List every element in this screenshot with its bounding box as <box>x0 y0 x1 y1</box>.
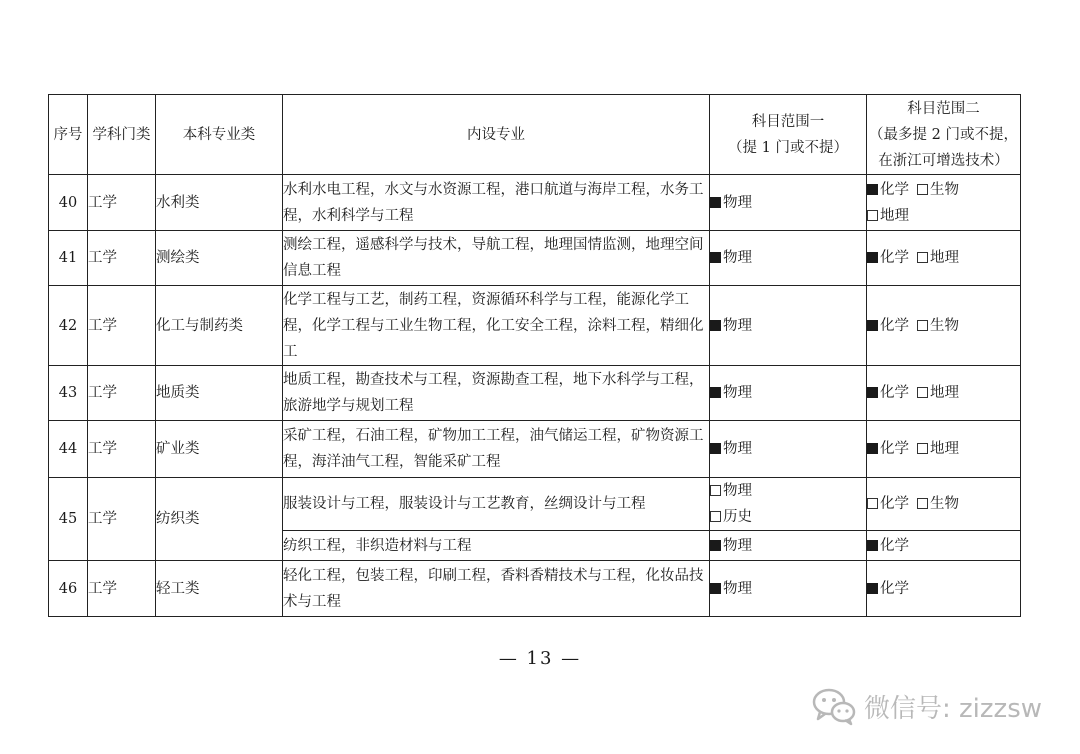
checked-box-icon <box>710 252 721 263</box>
subject-option <box>710 385 752 401</box>
row-majors: 服装设计与工程，服装设计与工艺教育，丝绸设计与工程 <box>283 478 710 531</box>
subject-name: 化学 <box>880 537 909 554</box>
subject-option <box>867 496 909 512</box>
checked-box-icon <box>867 540 878 551</box>
header-discipline: 学科门类 <box>88 95 156 175</box>
row-discipline: 工学 <box>88 366 156 421</box>
row-seq: 44 <box>49 421 88 478</box>
row-majors: 轻化工程，包装工程，印刷工程，香料香精技术与工程，化妆品技术与工程 <box>283 561 710 617</box>
subject-option <box>867 581 909 597</box>
subject-option <box>867 385 909 401</box>
subject-option <box>710 250 752 266</box>
row-majors: 化学工程与工艺，制药工程，资源循环科学与工程，能源化学工程，化学工程与工业生物工程，化工安全工程，涂料工程，精细化工 <box>283 286 710 366</box>
subject-option <box>867 208 909 224</box>
subject-name: 物理 <box>723 537 752 554</box>
row-seq: 43 <box>49 366 88 421</box>
header-range1 <box>710 95 867 175</box>
row-seq: 42 <box>49 286 88 366</box>
row-range1 <box>710 286 867 366</box>
subject-name: 历史 <box>723 509 752 525</box>
row-range2 <box>867 531 1021 561</box>
subject-line <box>867 177 1020 203</box>
row-range1 <box>710 531 867 561</box>
subject-option <box>710 478 866 504</box>
subject-requirements-table <box>48 94 1021 617</box>
subject-option <box>710 581 752 597</box>
checked-box-icon <box>867 583 878 594</box>
subject-name: 地理 <box>880 207 909 224</box>
subject-option <box>867 538 909 554</box>
checked-box-icon <box>710 197 721 208</box>
checked-box-icon <box>710 583 721 594</box>
subject-name: 化学 <box>880 181 909 198</box>
unchecked-box-icon <box>917 387 928 398</box>
row-range2 <box>867 286 1021 366</box>
row-category: 化工与制药类 <box>156 286 283 366</box>
subject-name: 物理 <box>723 580 752 597</box>
table-body <box>49 175 1021 617</box>
checked-box-icon <box>867 387 878 398</box>
subject-name: 地理 <box>930 250 959 266</box>
subject-option <box>917 182 959 198</box>
row-discipline: 工学 <box>88 231 156 286</box>
subject-option <box>917 318 959 334</box>
header-range1-note: （提 1 门或不提） <box>728 139 848 156</box>
row-discipline: 工学 <box>88 175 156 231</box>
unchecked-box-icon <box>867 498 878 509</box>
subject-name: 物理 <box>723 250 752 266</box>
subject-option <box>710 538 752 554</box>
row-discipline: 工学 <box>88 478 156 561</box>
table-row <box>49 231 1021 286</box>
row-discipline: 工学 <box>88 561 156 617</box>
row-range2 <box>867 478 1021 531</box>
row-category: 测绘类 <box>156 231 283 286</box>
subject-option <box>867 318 909 334</box>
row-range2 <box>867 561 1021 617</box>
header-row <box>49 95 1021 175</box>
subject-option <box>710 318 752 334</box>
checked-box-icon <box>867 184 878 195</box>
header-range2 <box>867 95 1021 175</box>
subject-name: 地理 <box>930 385 959 401</box>
header-category: 本科专业类 <box>156 95 283 175</box>
row-majors: 纺织工程，非织造材料与工程 <box>283 531 710 561</box>
row-seq: 41 <box>49 231 88 286</box>
unchecked-box-icon <box>917 184 928 195</box>
header-seq: 序号 <box>49 95 88 175</box>
subject-name: 化学 <box>880 441 909 457</box>
table-row <box>49 366 1021 421</box>
subject-name: 地理 <box>930 441 959 457</box>
subject-name: 化学 <box>880 496 909 512</box>
unchecked-box-icon <box>710 485 721 496</box>
header-majors: 内设专业 <box>283 95 710 175</box>
subject-option <box>917 385 959 401</box>
row-majors: 测绘工程，遥感科学与技术，导航工程，地理国情监测，地理空间信息工程 <box>283 231 710 286</box>
row-range1 <box>710 561 867 617</box>
subject-name: 化学 <box>880 385 909 401</box>
subject-name: 物理 <box>723 317 752 334</box>
row-seq: 46 <box>49 561 88 617</box>
row-range1 <box>710 175 867 231</box>
row-range2 <box>867 231 1021 286</box>
unchecked-box-icon <box>917 320 928 331</box>
subject-name: 化学 <box>880 317 909 334</box>
subject-name: 生物 <box>930 317 959 334</box>
checked-box-icon <box>710 387 721 398</box>
subject-option <box>710 504 866 530</box>
subject-name: 生物 <box>930 496 959 512</box>
page-number: — 13 — <box>498 648 582 669</box>
unchecked-box-icon <box>917 252 928 263</box>
subject-option <box>867 441 909 457</box>
watermark-text: 微信号: zizzsw <box>864 693 1043 724</box>
row-majors: 地质工程，勘查技术与工程，资源勘查工程，地下水科学与工程，旅游地学与规划工程 <box>283 366 710 421</box>
unchecked-box-icon <box>917 443 928 454</box>
subject-name: 生物 <box>930 181 959 198</box>
checked-box-icon <box>867 443 878 454</box>
subject-option <box>917 250 959 266</box>
header-range2-title: 科目范围二 <box>907 100 980 117</box>
subject-option <box>867 182 909 198</box>
checked-box-icon <box>710 320 721 331</box>
watermark <box>812 686 1042 726</box>
row-category: 纺织类 <box>156 478 283 561</box>
unchecked-box-icon <box>710 511 721 522</box>
row-range2 <box>867 175 1021 231</box>
checked-box-icon <box>867 252 878 263</box>
subject-name: 物理 <box>723 194 752 211</box>
row-category: 矿业类 <box>156 421 283 478</box>
subject-name: 物理 <box>723 441 752 457</box>
row-seq: 40 <box>49 175 88 231</box>
row-discipline: 工学 <box>88 421 156 478</box>
row-majors: 采矿工程，石油工程，矿物加工工程，油气储运工程，矿物资源工程，海洋油气工程，智能采矿工程 <box>283 421 710 478</box>
wechat-icon <box>812 686 856 726</box>
subject-line <box>867 203 1020 229</box>
header-range2-note-2: 在浙江可增选技术） <box>878 152 1009 169</box>
row-category: 水利类 <box>156 175 283 231</box>
row-range2 <box>867 421 1021 478</box>
subject-option <box>917 496 959 512</box>
unchecked-box-icon <box>867 210 878 221</box>
table-row <box>49 561 1021 617</box>
subject-option <box>710 195 752 211</box>
table-row <box>49 478 1021 531</box>
subject-option <box>710 441 752 457</box>
checked-box-icon <box>867 320 878 331</box>
subject-option <box>867 250 909 266</box>
table-row <box>49 421 1021 478</box>
row-category: 地质类 <box>156 366 283 421</box>
row-seq: 45 <box>49 478 88 561</box>
subject-name: 物理 <box>723 483 752 499</box>
checked-box-icon <box>710 540 721 551</box>
header-range1-title: 科目范围一 <box>751 113 825 130</box>
row-range1 <box>710 366 867 421</box>
row-range1 <box>710 231 867 286</box>
header-range2-note-1: （最多提 2 门或不提， <box>869 126 1018 143</box>
checked-box-icon <box>710 443 721 454</box>
row-category: 轻工类 <box>156 561 283 617</box>
table-row <box>49 286 1021 366</box>
row-range2 <box>867 366 1021 421</box>
unchecked-box-icon <box>917 498 928 509</box>
subject-name: 物理 <box>723 385 752 401</box>
row-majors: 水利水电工程，水文与水资源工程，港口航道与海岸工程，水务工程，水利科学与工程 <box>283 175 710 231</box>
row-range1 <box>710 421 867 478</box>
row-discipline: 工学 <box>88 286 156 366</box>
table-row <box>49 175 1021 231</box>
subject-name: 化学 <box>880 580 909 597</box>
subject-name: 化学 <box>880 250 909 266</box>
row-range1 <box>710 478 867 531</box>
subject-option <box>917 441 959 457</box>
